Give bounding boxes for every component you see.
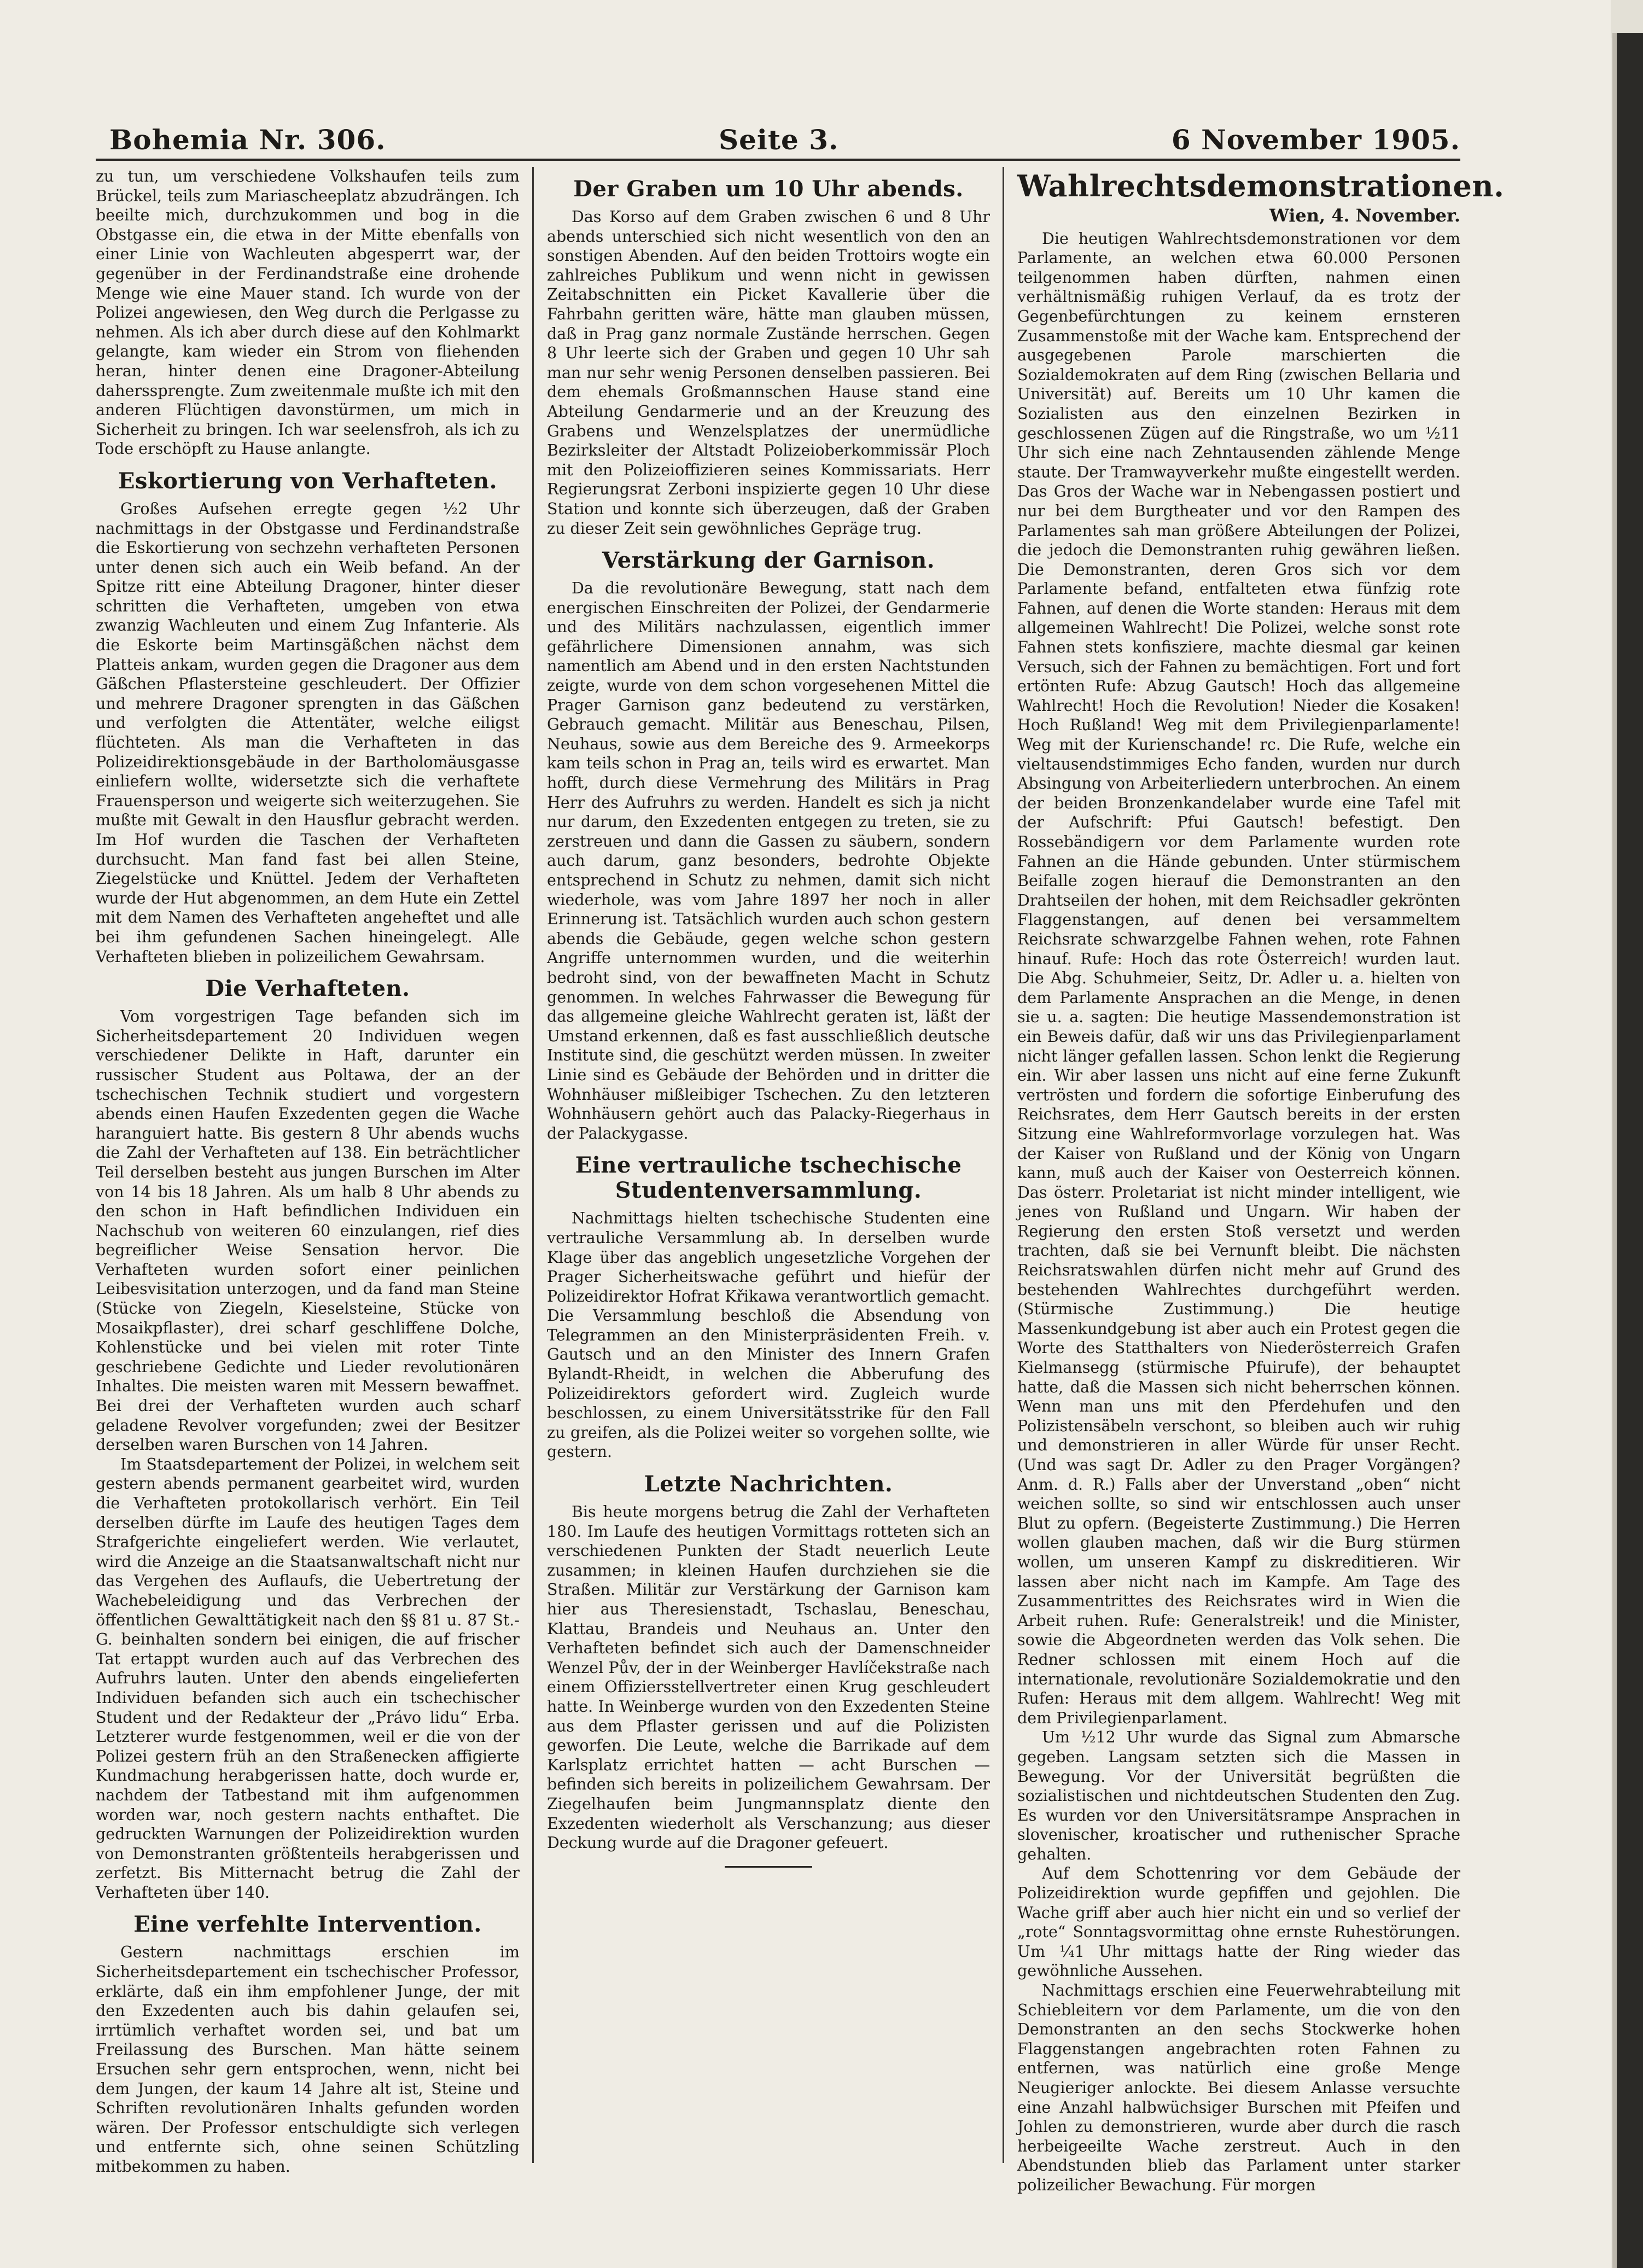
article-paragraph: Da die revolutionäre Bewegung, statt nach dem energischen Einschreiten der Polizei, der Gendarmerie und des Militärs nachzulassen, eigentlich immer gefährlichere Dimensionen annahm, was sich namentlich am Abend und in den ersten Nachtstunden zeigte, wurde von dem schon vorgesehenen Mittel die Prager Garnison ganz bedeutend zu verstärken, Gebrauch gemacht. Militär aus Beneschau, Pilsen, Neuhaus, sowie aus dem Bereiche des 9. Armeekorps kam teils schon in Prag an, teils wird es erwartet. Man hofft, durch diese Vermehrung des Militärs in Prag Herr des Aufruhrs zu werden. Handelt es sich ja nicht nur darum, den Exzedenten entgegen zu treten, sie zu zerstreuen und dann die Gassen zu säubern, sondern auch darum, ganz besonders, bedrohte Objekte entsprechend in Schutz zu nehmen, damit sich nicht wiederhole, was vom Jahre 1897 her noch in aller Erinnerung ist. Tatsächlich wurden auch schon gestern abends die Gebäude, gegen welche schon gestern Angriffe unternommen wurden, und die weiterhin bedroht sind, von der bewaffneten Macht in Schutz genommen. In welches Fahrwasser die Bewegung für das allgemeine gleiche Wahlrecht geraten ist, läßt der Umstand erkennen, daß es fast ausschließlich deutsche Institute sind, die geschützt werden müssen. In zweiter Linie sind es Gebäude der Behörden und in dritter die Wohnhäuser mißleibiger Tschechen. Zu den letzteren Wohnhäusern gehört auch das Palacky-Riegerhaus in der Palackygasse. [547,579,990,1142]
headline-graben: Der Graben um 10 Uhr abends. [573,176,964,202]
page-header [109,112,1460,156]
article-paragraph: Gestern nachmittags erschien im Sicherheitsdepartement ein tschechischer Professor, erklärte, daß ein ihm empfohlener Junge, der mit den Exzedenten auch bis dahin gelaufen sei, irrtümlich verhaftet worden sei, und bat um Freilassung des Burschen. Man hätte seinem Ersuchen sehr gern entsprochen, wenn, nicht bei dem Jungen, der kaum 14 Jahre alt ist, Steine und Schriften revolutionären Inhalts gefunden worden wären. Der Professor entschuldigte sich verlegen und entfernte sich, ohne seinen Schützling mitbekommen zu haben. [96,1943,520,2176]
article-paragraph: Bis heute morgens betrug die Zahl der Verhafteten 180. Im Laufe des heutigen Vormittags rotteten sich an verschiedenen Punkten der Stadt neuerlich Leute zusammen; in kleinen Haufen durchziehen sie die Straßen. Militär zur Verstärkung der Garnison kam hier aus Theresienstadt, Tschaslau, Beneschau, Klattau, Brandeis und Neuhaus an. Unter den Verhafteten befindet sich auch der Damenschneider Wenzel Pův, der in der Weinberger Havlíčekstraße nach einem Offiziersstellvertreter einen Krug geschleudert hatte. In Weinberge wurden von den Exzedenten Steine aus dem Pflaster gerissen und auf die Polizisten geworfen. Die Leute, welche die Barrikade auf dem Karlsplatz errichtet hatten — acht Burschen — befinden sich bereits in polizeilichem Gewahrsam. Der Ziegelhaufen beim Jungmannsplatz diente den Exzedenten wiederholt als Verschanzung; aus dieser Deckung wurde auf die Dragoner gefeuert. [547,1503,990,1852]
binding-edge [1617,33,1643,2268]
column-1 [96,167,520,2176]
header-page-number: Seite 3. [718,124,839,156]
headline-wahlrechtsdemonstrationen: Wahlrechtsdemonstrationen. [1017,168,1505,203]
column-divider-2 [1003,167,1004,2163]
dateline: Wien, 4. November. [1269,205,1460,226]
column-3 [1017,167,1505,2194]
article-paragraph: Nachmittags hielten tschechische Studenten eine vertrauliche Versammlung ab. In derselben wurde Klage über das angeblich ungesetzliche Vorgehen der Prager Sicherheitswache geführt und hiefür der Polizeidirektor Hofrat Křikawa verantwortlich gemacht. Die Versammlung beschloß die Absendung von Telegrammen an den Ministerpräsidenten Freih. v. Gautsch und an den Minister des Innern Grafen Bylandt-Rheidt, in welchen die Abberufung des Polizeidirektors gefordert wird. Zugleich wurde beschlossen, zu einem Universitätsstrike für den Fall zu greifen, als die Polizei weiter so vorgehen sollte, wie gestern. [547,1209,990,1461]
article-paragraph: Großes Aufsehen erregte gegen ½2 Uhr nachmittags in der Obstgasse und Ferdinandstraße die Eskortierung von sechzehn verhafteten Personen unter denen sich auch ein Weib befand. An der Spitze ritt eine Abteilung Dragoner, hinter dieser schritten die Verhafteten, umgeben von etwa zwanzig Wachleuten und einem Zug Infanterie. Als die Eskorte beim Martinsgäßchen nächst dem Platteis ankam, wurden gegen die Dragoner aus dem Gäßchen Pflastersteine geschleudert. Der Offizier und mehrere Dragoner sprengten in das Gäßchen und verfolgten die Attentäter, welche eiligst flüchteten. Als man die Verhafteten in das Polizeidirektionsgebäude in der Bartholomäusgasse einliefern wollte, widersetzte sich die verhaftete Frauensperson und weigerte sich weiterzugehen. Sie mußte mit Gewalt in den Hausflur gebracht werden. Im Hof wurden die Taschen der Verhafteten durchsucht. Man fand fast bei allen Steine, Ziegelstücke und Knüttel. Jedem der Verhafteten wurde der Hut abgenommen, an dem Hute ein Zettel mit dem Namen des Verhafteten angeheftet und alle bei ihm gefundenen Sachen hineingelegt. Alle Verhafteten blieben in polizeilichem Gewahrsam. [96,499,520,966]
headline-eskortierung: Eskortierung von Verhafteten. [118,468,498,494]
headline-intervention: Eine verfehlte Intervention. [133,1911,482,1938]
column-divider-1 [532,167,534,2163]
header-issue: Bohemia Nr. 306. [109,124,386,156]
article-paragraph: Um ½12 Uhr wurde das Signal zum Abmarsche gegeben. Langsam setzten sich die Massen in Bewegung. Vor der Universität begrüßten die sozialistischen und nichtdeutschen Studenten den Zug. Es wurden vor den Universitätsrampe Ansprachen in slovenischer, kroatischer und ruthenischer Sprache gehalten. [1017,1728,1460,1863]
article-paragraph: Die heutigen Wahlrechtsdemonstrationen vor dem Parlamente, an welchen etwa 60.000 Personen teilgenommen haben dürften, nahmen einen verhältnismäßig ruhigen Verlauf, da es trotz der Gegenbefürchtungen zu keinem ernsteren Zusammenstoße mit der Wache kam. Entsprechend der ausgegebenen Parole marschierten die Sozialdemokraten auf dem Ring (zwischen Bellaria und Universität) auf. Bereits um 10 Uhr kamen die Sozialisten aus den einzelnen Bezirken in geschlossenen Zügen auf die Ringstraße, wo um ½11 Uhr sich eine nach Zehntausenden zählende Menge staute. Der Tramwayverkehr mußte eingestellt werden. Das Gros der Wache war in Nebengassen postiert und nur bei dem Burgtheater und vor den Rampen des Parlamentes sah man größere Abteilungen der Polizei, die jedoch die Demonstranten ruhig gewähren ließen. Die Demonstranten, deren Gros sich vor dem Parlamente befand, entfalteten etwa fünfzig rote Fahnen, auf denen die Worte standen: Heraus mit dem allgemeinen Wahlrecht! Die Polizei, welche sonst rote Fahnen stets konfisziere, machte diesmal gar keinen Versuch, sich der Fahnen zu bemächtigen. Fort und fort ertönten Rufe: Abzug Gautsch! Hoch das allgemeine Wahlrecht! Hoch die Revolution! Nieder die Kosaken! Hoch Rußland! Weg mit dem Privilegienparlamente! Weg mit der Kurienschande! rc. Die Rufe, welche ein vieltausendstimmiges Echo fanden, wurden nur durch Absingung von Arbeiterliedern unterbrochen. An einem der beiden Bronzenkandelaber wurde eine Tafel mit der Aufschrift: Pfui Gautsch! befestigt. Den Rossebändigern vor dem Parlamente wurden rote Fahnen an die Hände gebunden. Unter stürmischem Beifalle zogen hierauf die Demonstranten an den Drahtseilen der hohen, mit dem Reichsadler gekrönten Flaggenstangen, auf denen bei versammeltem Reichsrate schwarzgelbe Fahnen wehen, rote Fahnen hinauf. Rufe: Hoch das rote Österreich! wurden laut. Die Abg. Schuhmeier, Seitz, Dr. Adler u. a. hielten von dem Parlamente Ansprachen an die Menge, in denen sie u. a. sagten: Die heutige Massendemonstration ist ein Beweis dafür, daß wir uns das Privilegienparlament nicht länger gefallen lassen. Schon lenkt die Regierung ein. Wir aber lassen uns nicht auf eine ferne Zukunft vertrösten und fordern die sofortige Einberufung des Reichsrates, dem Herr Gautsch bereits in der ersten Sitzung eine Wahlreformvorlage vorzulegen hat. Was der Kaiser von Rußland und der König von Ungarn kann, muß auch der Kaiser von Oesterreich können. Das österr. Proletariat ist nicht minder intelligent, wie jenes von Rußland und Ungarn. Wir haben der Regierung den ersten Stoß versetzt und werden trachten, daß sie bei Vernunft bleibt. Die nächsten Reichsratswahlen dürfen nicht mehr auf Grund des bestehenden Wahlrechtes durchgeführt werden. (Stürmische Zustimmung.) Die heutige Massenkundgebung ist aber auch ein Protest gegen die Worte des Statthalters von Niederösterreich Grafen Kielmansegg (stürmische Pfuirufe), der behauptet hatte, daß die Massen sich nicht beherrschen können. Wenn man uns mit den Pferdehufen und den Polizistensäbeln verschont, so bleiben auch wir ruhig und demonstrieren in aller Würde für unser Recht. (Und was sagt Dr. Adler zu den Prager Vorgängen? Anm. d. R.) Falls aber der Unverstand „oben“ nicht weichen sollte, so sind wir entschlossen auch unser Blut zu opfern. (Begeisterte Zustimmung.) Die Herren wollen glauben machen, daß wir die Burg stürmen wollen, um unseren Kampf zu diskreditieren. Wir lassen aber nicht nach im Kampfe. Am Tage des Zusammentrittes des Reichsrates wird in Wien die Arbeit ruhen. Rufe: Generalstreik! und die Minister, sowie die Abgeordneten werden das Volk sehen. Die Redner schlossen mit einem Hoch auf die internationale, revolutionäre Sozialdemokratie und den Rufen: Heraus mit dem allgem. Wahlrecht! Weg mit dem Privilegienparlament. [1017,229,1460,1727]
headline-letzte-nachrichten: Letzte Nachrichten. [644,1471,893,1497]
header-rule [96,159,1460,161]
article-end-rule [725,1866,812,1868]
headline-studentenversammlung: Eine vertrauliche tschechische Studentenversammlung. [575,1152,962,1204]
article-paragraph: Das Korso auf dem Graben zwischen 6 und 8 Uhr abends unterschied sich nicht wesentlich von den an sonstigen Abenden. Auf den beiden Trottoirs wogte ein zahlreiches Publikum und wenn nicht in gewissen Zeitabschnitten ein Picket Kavallerie über die Fahrbahn geritten wäre, hätte man glauben müssen, daß in Prag ganz normale Zustände herrschen. Gegen 8 Uhr leerte sich der Graben und gegen 10 Uhr sah man nur sehr wenig Personen denselben passieren. Bei dem ehemals Großmannschen Hause stand eine Abteilung Gendarmerie und an der Kreuzung des Grabens und Wenzelsplatzes der unermüdliche Bezirksleiter der Altstadt Polizeioberkommissär Ploch mit den Polizeioffizieren seines Kommissariats. Herr Regierungsrat Zerboni inspizierte gegen 10 Uhr diese Station und konnte sich überzeugen, daß der Graben zu dieser Zeit sein gewöhnliches Gepräge trug. [547,208,990,538]
header-date: 6 November 1905. [1171,124,1460,156]
article-paragraph: Im Staatsdepartement der Polizei, in welchem seit gestern abends permanent gearbeitet wird, wurden die Verhafteten protokollarisch verhört. Ein Teil derselben dürfte im Laufe des heutigen Tages dem Strafgerichte eingeliefert werden. Wie verlautet, wird die Anzeige an die Staatsanwaltschaft nicht nur das Vergehen des Auflaufs, die Uebertretung der Wachebeleidigung und das Verbrechen der öffentlichen Gewalttätigkeit nach den §§ 81 u. 87 St.-G. beinhalten sondern bei einigen, die auf frischer Tat ertappt wurden auch auf das Verbrechen des Aufruhrs lauten. Unter den abends eingelieferten Individuen befanden sich auch ein tschechischer Student und der Redakteur der „Právo lidu“ Erba. Letzterer wurde festgenommen, weil er die von der Polizei gestern früh an den Straßenecken affigierte Kundmachung herabgerissen hatte, doch wurde er, nachdem der Tatbestand mit ihm aufgenommen worden war, noch gestern nachts enthaftet. Die gedruckten Warnungen der Polizeidirektion wurden von Demonstranten größtenteils herabgerissen und zerfetzt. Bis Mitternacht betrug die Zahl der Verhafteten über 140. [96,1455,520,1902]
binding-shadow [1612,33,1617,2268]
column-2 [547,167,990,2168]
article-paragraph: Nachmittags erschien eine Feuerwehrabteilung mit Schiebleitern vor dem Parlamente, um die von den Demonstranten an den sechs Stockwerke hohen Flaggenstangen angebrachten roten Fahnen zu entfernen, was natürlich eine große Menge Neugieriger anlockte. Bei diesem Anlasse versuchte eine Anzahl halbwüchsiger Burschen mit Pfeifen und Johlen zu demonstrieren, wurde aber durch die rasch herbeigeeilte Wache zerstreut. Auch in den Abendstunden blieb das Parlament unter starker polizeilicher Bewachung. Für morgen [1017,1981,1460,2194]
article-paragraph: Auf dem Schottenring vor dem Gebäude der Polizeidirektion wurde gepfiffen und gejohlen. Die Wache griff aber auch hier nicht ein und so verlief der „rote“ Sonntagsvormittag ohne ernste Ruhestörungen. Um ¼1 Uhr mittags hatte der Ring wieder das gewöhnliche Aussehen. [1017,1864,1460,1980]
article-paragraph: Vom vorgestrigen Tage befanden sich im Sicherheitsdepartement 20 Individuen wegen verschiedener Delikte in Haft, darunter ein russischer Student aus Poltawa, der an der tschechischen Technik studiert und vorgestern abends einen Haufen Exzedenten gegen die Wache haranguiert hatte. Bis gestern 8 Uhr abends wuchs die Zahl der Verhafteten auf 138. Ein beträchtlicher Teil derselben besteht aus jungen Burschen im Alter von 14 bis 18 Jahren. Als um halb 8 Uhr abends zu den schon in Haft befindlichen Individuen ein Nachschub von weiteren 60 einzulangen, rief dies begreiflicher Weise Sensation hervor. Die Verhafteten wurden sofort einer peinlichen Leibesvisitation unterzogen, und da fand man Steine (Stücke von Ziegeln, Kieselsteine, Stücke von Mosaikpflaster), drei scharf geschliffene Dolche, Kohlenstücke und bei vielen mit roter Tinte geschriebene Gedichte und Lieder revolutionären Inhaltes. Die meisten waren mit Messern bewaffnet. Bei drei der Verhafteten wurden auch scharf geladene Revolver vorgefunden; zwei der Besitzer derselben waren Burschen von 14 Jahren. [96,1007,520,1454]
article-continuation: zu tun, um verschiedene Volkshaufen teils zum Brückel, teils zum Mariascheeplatz abzudrängen. Ich beeilte mich, durchzukommen und bog in die Obstgasse ein, die etwa in der Mitte ebenfalls von einer Linie von Wachleuten abgesperrt war, der gegenüber in der Ferdinandstraße eine drohende Menge wie eine Mauer stand. Ich wurde von der Polizei angewiesen, den Weg durch die Perlgasse zu nehmen. Als ich aber durch diese auf den Kohlmarkt gelangte, kam wieder ein Strom von fliehenden heran, hinter denen eine Dragoner-Abteilung daherssprengte. Zum zweitenmale mußte ich mit den anderen Flüchtigen davonstürmen, um mich in Sicherheit zu bringen. Ich war seelensfroh, als ich zu Tode erschöpft zu Hause anlangte. [96,167,520,458]
headline-garnison: Verstärkung der Garnison. [602,547,935,574]
headline-verhafteten: Die Verhafteten. [205,976,410,1002]
